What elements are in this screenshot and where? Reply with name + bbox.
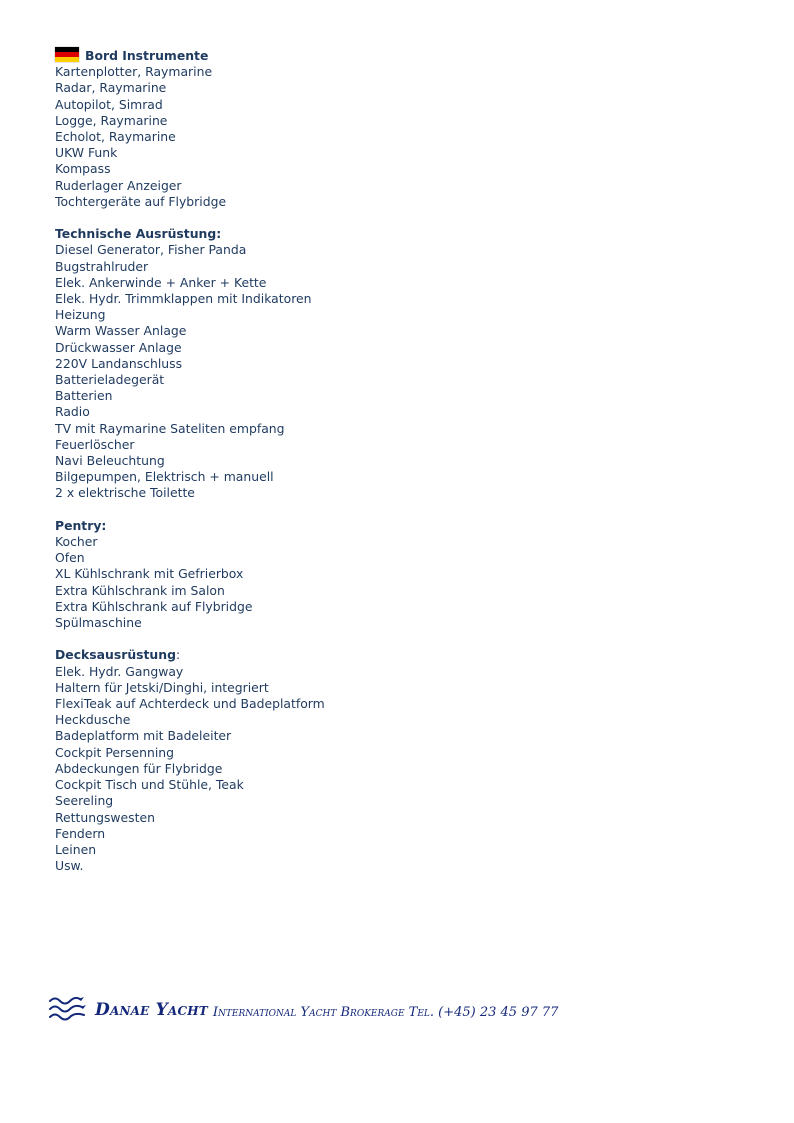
footer-letterhead — [48, 980, 558, 1020]
section-deck — [55, 647, 755, 874]
list-item: Haltern für Jetski/Dinghi, integriert — [55, 679, 269, 695]
list-item: TV mit Raymarine Sateliten empfang — [55, 420, 285, 436]
waves-logo-icon — [48, 993, 86, 1025]
list-item: XL Kühlschrank mit Gefrierbox — [55, 566, 244, 582]
list-item: Tochtergeräte auf Flybridge — [55, 193, 227, 209]
list-item: Ofen — [55, 550, 85, 566]
section-title: Pentry: — [55, 517, 107, 533]
list-item: Ruderlager Anzeiger — [55, 177, 182, 193]
section-heading — [55, 647, 755, 663]
list-item: Extra Kühlschrank im Salon — [55, 582, 225, 598]
list-item: Usw. — [55, 858, 84, 874]
section-title-suffix: : — [175, 647, 181, 663]
list-item: 2 x elektrische Toilette — [55, 485, 195, 501]
list-item: Leinen — [55, 841, 97, 857]
section-heading — [55, 518, 755, 534]
section-heading — [55, 226, 755, 242]
list-item: Fendern — [55, 825, 106, 841]
list-item: Elek. Hydr. Trimmklappen mit Indikatoren — [55, 291, 312, 307]
brand-tagline: International Yacht Brokerage Tel. (+45) 23 45 97 77 — [212, 1005, 559, 1020]
list-item: Spülmaschine — [55, 615, 142, 631]
list-item: Diesel Generator, Fisher Panda — [55, 242, 247, 258]
list-item: Navi Beleuchtung — [55, 453, 165, 469]
list-item: Radio — [55, 404, 90, 420]
list-item: Feuerlöscher — [55, 436, 135, 452]
section-pantry — [55, 518, 755, 631]
list-item: FlexiTeak auf Achterdeck und Badeplatform — [55, 696, 325, 712]
brand-name: Danae Yacht — [95, 1000, 208, 1020]
list-item: Rettungswesten — [55, 809, 155, 825]
section-instruments — [55, 48, 755, 210]
section-title: Bord Instrumente — [85, 48, 209, 63]
list-item: Kartenplotter, Raymarine — [55, 64, 213, 80]
list-item: Batterieladegerät — [55, 372, 165, 388]
list-item: Heckdusche — [55, 712, 131, 728]
list-item: Kompass — [55, 161, 111, 177]
german-flag-icon — [55, 47, 79, 62]
list-item: Seereling — [55, 793, 114, 809]
list-item: Cockpit Persenning — [55, 744, 175, 760]
list-item: 220V Landanschluss — [55, 355, 183, 371]
list-item: Cockpit Tisch und Stühle, Teak — [55, 777, 244, 793]
list-item: Elek. Ankerwinde + Anker + Kette — [55, 274, 267, 290]
list-item: Logge, Raymarine — [55, 112, 168, 128]
list-item: Elek. Hydr. Gangway — [55, 663, 184, 679]
section-title: Decksausrüstung — [55, 647, 176, 663]
list-item: Abdeckungen für Flybridge — [55, 760, 223, 776]
list-item: Autopilot, Simrad — [55, 96, 163, 112]
list-item: Drückwasser Anlage — [55, 339, 182, 355]
list-item: Warm Wasser Anlage — [55, 323, 187, 339]
section-technical — [55, 226, 755, 501]
list-item: Echolot, Raymarine — [55, 129, 176, 145]
section-title: Technische Ausrüstung: — [55, 226, 222, 242]
document-body — [55, 48, 755, 874]
list-item: Batterien — [55, 388, 113, 404]
list-item: Badeplatform mit Badeleiter — [55, 728, 232, 744]
section-heading — [55, 48, 755, 64]
list-item: Heizung — [55, 307, 106, 323]
list-item: Bilgepumpen, Elektrisch + manuell — [55, 469, 274, 485]
list-item: Extra Kühlschrank auf Flybridge — [55, 598, 253, 614]
list-item: Radar, Raymarine — [55, 80, 167, 96]
list-item: UKW Funk — [55, 145, 118, 161]
list-item: Kocher — [55, 534, 98, 550]
list-item: Bugstrahlruder — [55, 258, 149, 274]
